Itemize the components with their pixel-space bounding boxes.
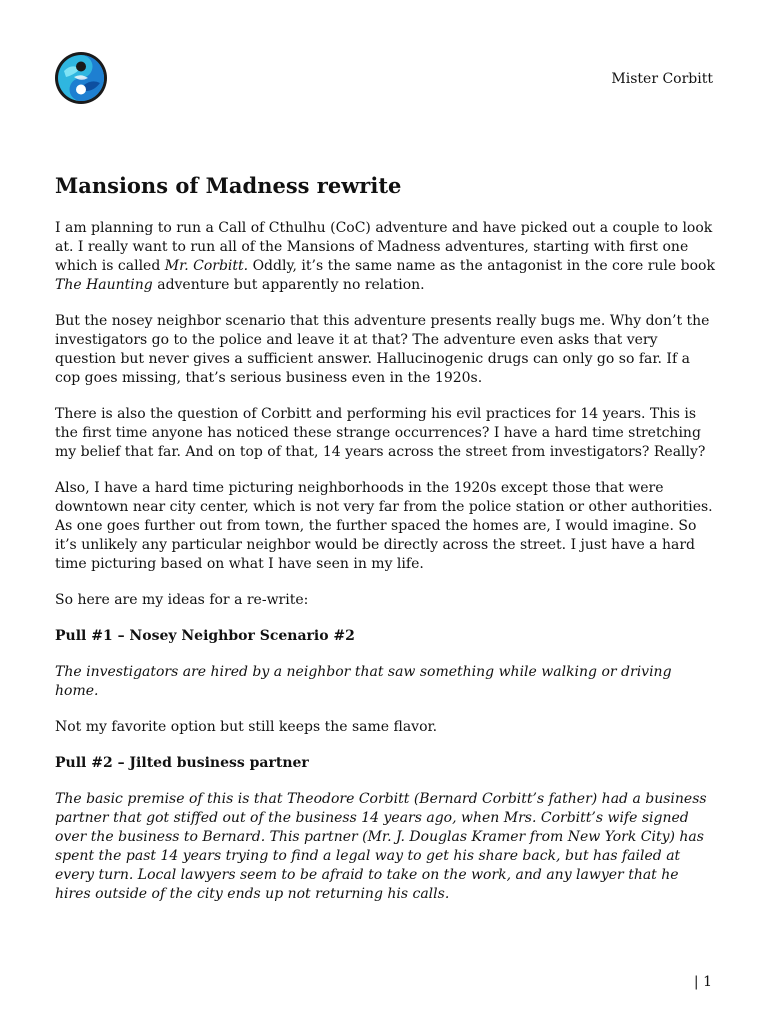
paragraph-1-italic-book: The Haunting bbox=[55, 277, 153, 293]
paragraph-6: Not my favorite option but still keeps the same flavor. bbox=[55, 719, 438, 735]
pull-1-text: The investigators are hired by a neighbor that saw something while walking or driving home. bbox=[55, 664, 672, 699]
paragraph-5: So here are my ideas for a re-write: bbox=[55, 592, 309, 608]
site-logo bbox=[54, 51, 108, 105]
paragraph-1 bbox=[55, 219, 715, 295]
paragraph-4: Also, I have a hard time picturing neighborhoods in the 1920s except those that were downtown near city center, which is not very far from the police station or other authorities. As one goes further out from town, the further spaced the homes are, I would imagine. So it’s unlikely any particular neighbor would be directly across the street. I just have a hard time picturing based on what I have seen in my life. bbox=[55, 480, 713, 572]
page-number: | 1 bbox=[693, 974, 712, 990]
paragraph-1-text-e: adventure but apparently no relation. bbox=[152, 277, 425, 293]
article-body bbox=[55, 172, 715, 921]
paragraph-1-text-a: I am planning to run a Call of Cthulhu (CoC) adventure and have picked out a couple to look at. I really want to run all of the Mansions of Madness adventures, starting with first one which is called bbox=[55, 220, 713, 274]
paragraph-1-text-c: Oddly, it’s the same name as the antagonist in the core rule book bbox=[248, 258, 715, 274]
article-title: Mansions of Madness rewrite bbox=[55, 173, 402, 198]
pull-2-heading: Pull #2 – Jilted business partner bbox=[55, 755, 309, 771]
header-author: Mister Corbitt bbox=[611, 71, 713, 87]
paragraph-3: There is also the question of Corbitt and performing his evil practices for 14 years. This is the first time anyone has noticed these strange occurrences? I have a hard time stretching my belief that far. And on top of that, 14 years across the street from investigators? Really? bbox=[55, 406, 706, 460]
paragraph-2: But the nosey neighbor scenario that this adventure presents really bugs me. Why don’t the investigators go to the police and leave it at that? The adventure even asks that very question but never gives a sufficient answer. Hallucinogenic drugs can only go so far. If a cop goes missing, that’s serious business even in the 1920s. bbox=[55, 313, 710, 386]
pull-1-heading: Pull #1 – Nosey Neighbor Scenario #2 bbox=[55, 628, 355, 644]
pull-2-text: The basic premise of this is that Theodore Corbitt (Bernard Corbitt’s father) had a business partner that got stiffed out of the business 14 years ago, when Mrs. Corbitt’s wife signed over the business to Bernard. This partner (Mr. J. Douglas Kramer from New York City) has spent the past 14 years trying to find a legal way to get his share back, but has failed at every turn. Local lawyers seem to be afraid to take on the work, and any lawyer that he hires outside of the city ends up not returning his calls. bbox=[55, 791, 707, 902]
paragraph-1-italic-title: Mr. Corbitt. bbox=[164, 258, 249, 274]
